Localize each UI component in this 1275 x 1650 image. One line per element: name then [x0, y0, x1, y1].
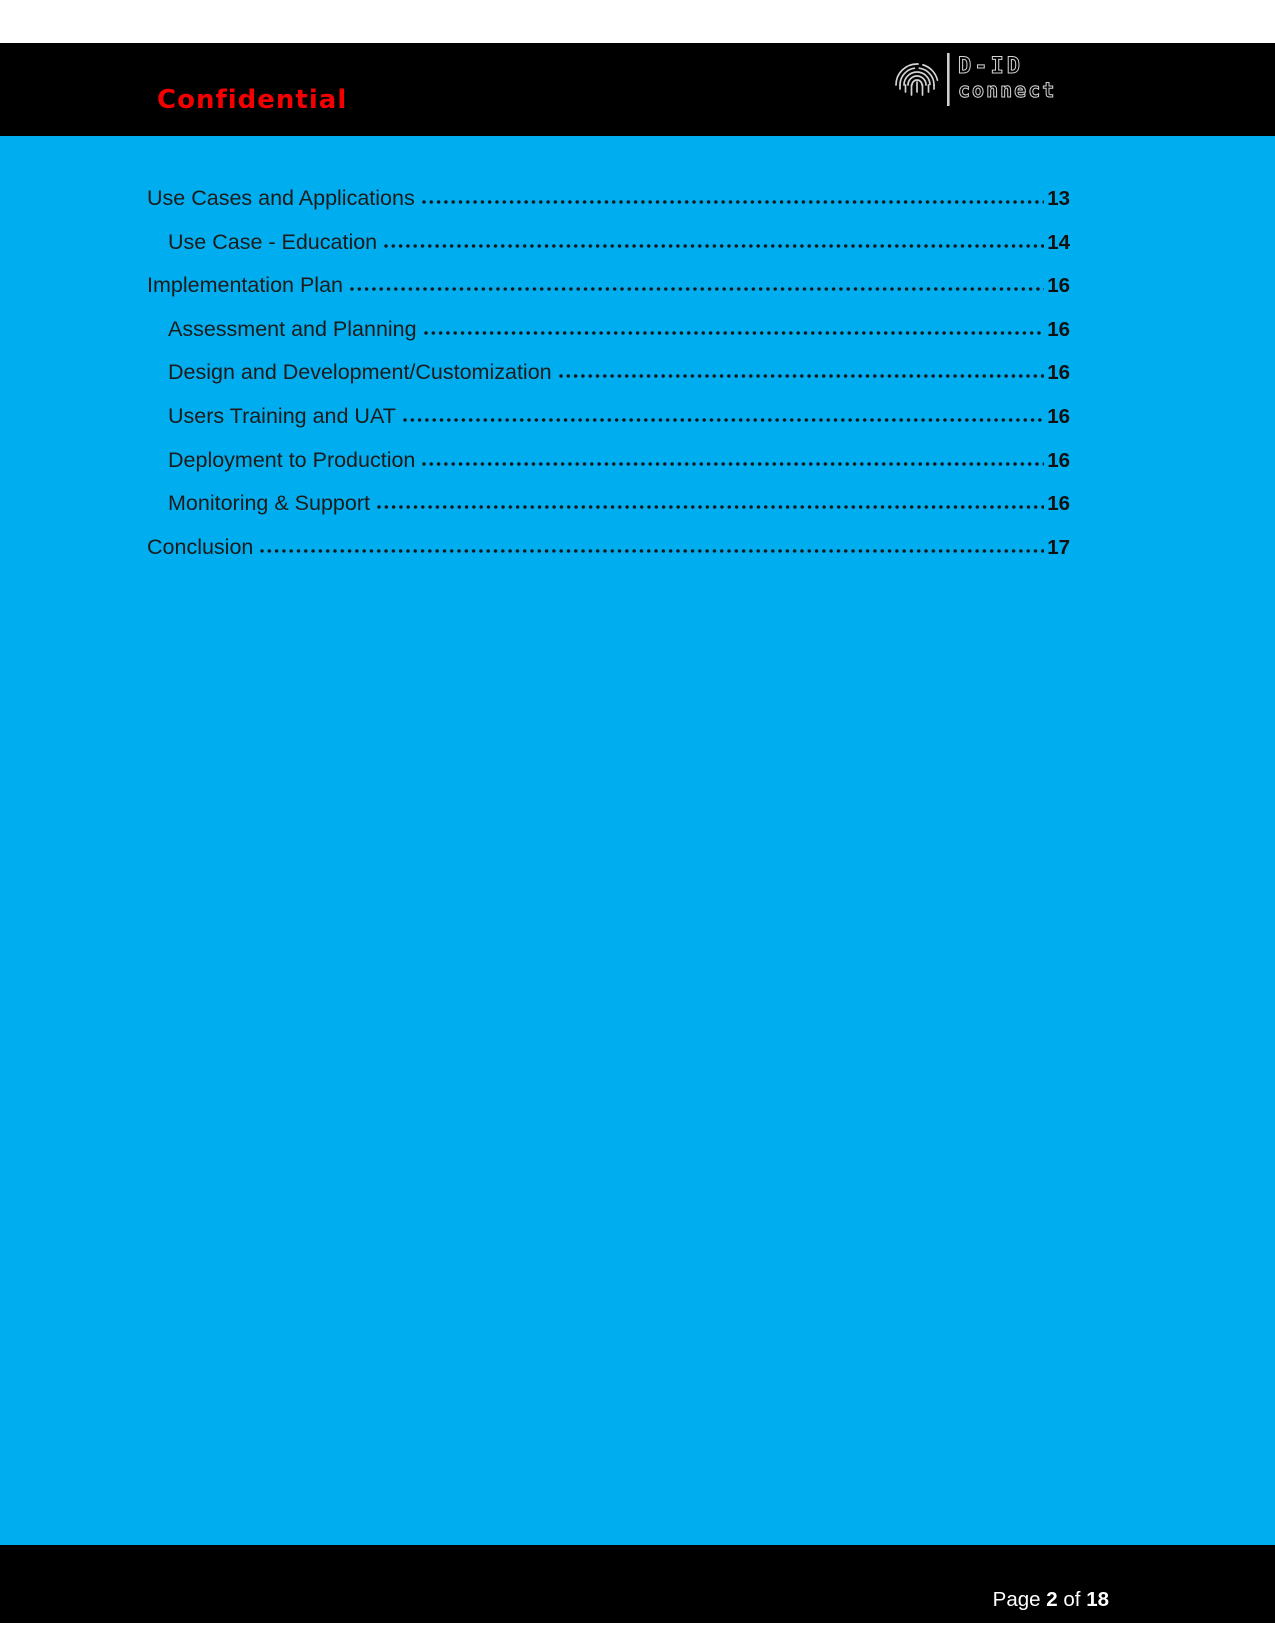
- footer-bar: [0, 1545, 1275, 1623]
- page-label: Page: [992, 1588, 1041, 1611]
- logo-wordmark-line2: connect: [958, 78, 1057, 102]
- company-logo: [893, 49, 1063, 111]
- toc-entry-label: Conclusion: [147, 534, 254, 559]
- toc-entry[interactable]: [147, 351, 1070, 395]
- toc-dot-leader: [402, 417, 1044, 423]
- toc-entry[interactable]: [147, 439, 1070, 483]
- toc-entry-label: Deployment to Production: [168, 447, 416, 472]
- toc-dot-leader: [259, 548, 1044, 554]
- toc-entry-label: Design and Development/Customization: [168, 360, 552, 385]
- logo-wordmark-line1: D-ID: [958, 54, 1023, 79]
- toc-entry[interactable]: [147, 395, 1070, 439]
- toc-entry-label: Use Case - Education: [168, 229, 378, 254]
- toc-entry[interactable]: [147, 526, 1070, 570]
- toc-dot-leader: [383, 243, 1044, 249]
- toc-entry-page: 16: [1047, 361, 1070, 385]
- toc-dot-leader: [349, 286, 1044, 292]
- table-of-contents: [147, 177, 1070, 569]
- logo-divider: [947, 53, 950, 106]
- current-page-number: 2: [1046, 1588, 1058, 1611]
- toc-entry[interactable]: [147, 308, 1070, 352]
- document-body: [0, 136, 1275, 1545]
- toc-entry[interactable]: [147, 264, 1070, 308]
- toc-entry[interactable]: [147, 482, 1070, 526]
- toc-entry-page: 16: [1047, 317, 1070, 341]
- toc-entry-page: 17: [1047, 535, 1070, 559]
- toc-dot-leader: [421, 461, 1044, 467]
- page-indicator: [993, 1588, 1109, 1612]
- toc-entry-page: 16: [1047, 404, 1070, 428]
- toc-entry-page: 14: [1047, 230, 1070, 254]
- toc-dot-leader: [423, 330, 1045, 336]
- toc-entry-page: 13: [1047, 187, 1070, 210]
- toc-entry-label: Monitoring & Support: [168, 491, 370, 516]
- total-pages-number: 18: [1086, 1588, 1109, 1611]
- toc-entry-label: Assessment and Planning: [168, 316, 417, 341]
- toc-entry-label: Users Training and UAT: [168, 403, 396, 428]
- toc-entry-page: 16: [1047, 274, 1070, 298]
- confidential-label: Confidential: [157, 85, 348, 115]
- toc-dot-leader: [558, 373, 1045, 379]
- header-bar: [0, 43, 1275, 136]
- toc-dot-leader: [376, 504, 1044, 510]
- toc-entry[interactable]: [147, 177, 1070, 221]
- toc-entry-label: Use Cases and Applications: [147, 186, 415, 210]
- toc-entry-label: Implementation Plan: [147, 273, 343, 298]
- toc-entry-page: 16: [1047, 448, 1070, 472]
- toc-entry-page: 16: [1047, 492, 1070, 516]
- toc-entry[interactable]: [147, 221, 1070, 265]
- fingerprint-icon: [896, 64, 938, 95]
- toc-dot-leader: [421, 199, 1044, 205]
- of-label: of: [1063, 1588, 1081, 1611]
